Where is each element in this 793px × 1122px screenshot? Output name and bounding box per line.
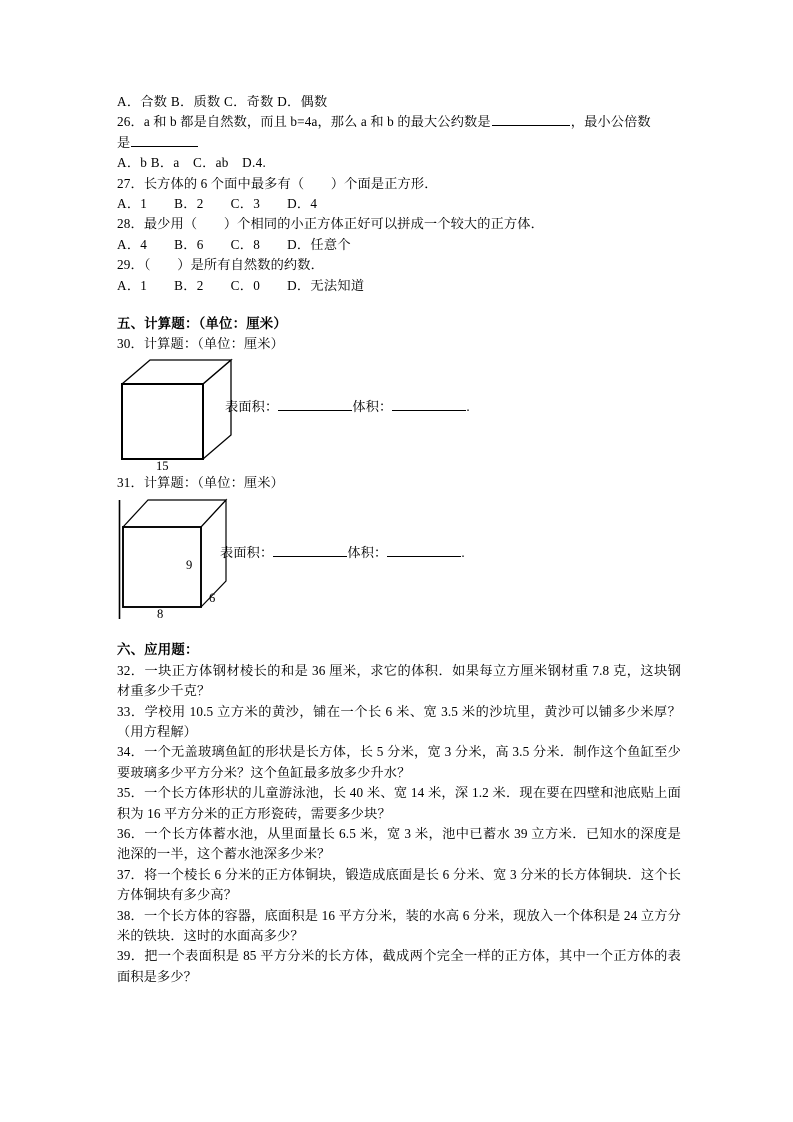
cuboid-bottom-dimension-label: 8: [157, 607, 164, 622]
section-spacer: [117, 296, 681, 314]
section-spacer-2: [117, 629, 681, 640]
question-26: [117, 112, 681, 153]
section-5-heading: 五、计算题：（单位：厘米）: [117, 316, 287, 332]
cube-bottom-dimension-label: 15: [156, 458, 169, 473]
question-31-answer-prompts: [220, 543, 465, 563]
question-33: 33．学校用 10.5 立方米的黄沙，铺在一个长 6 米、宽 3.5 米的沙坑里，黄沙可以铺多少米厚？（用方程解）: [117, 703, 681, 739]
question-30-figure-row: [117, 355, 681, 473]
question-28: 28．最少用（ ）个相同的小正方体正好可以拼成一个较大的正方体．: [117, 216, 544, 232]
question-39: 39．把一个表面积是 85 平方分米的长方体，截成两个完全一样的正方体，其中一个正方体的表面积是多少？: [117, 948, 681, 984]
question-32: 32．一块正方体钢材棱长的和是 36 厘米，求它的体积．如果每立方厘米钢材重 7.8 克，这块钢材重多少千克？: [117, 662, 681, 699]
question-31-period: .: [461, 545, 465, 561]
question-26-options: A．b B．a C．ab D.4.: [117, 155, 267, 171]
question-26-text: 26．a 和 b 都是自然数，而且 b=4a，那么 a 和 b 的最大公约数是: [117, 114, 491, 130]
section-6-heading: 六、应用题：: [117, 642, 199, 658]
question-26-line2-lead: 是: [117, 134, 131, 150]
question-27: 27．长方体的 6 个面中最多有（ ）个面是正方形．: [117, 175, 438, 191]
page-content: [117, 92, 681, 987]
question-38: 38．一个长方体的容器，底面积是 16 平方分米，装的水高 6 分米，现放入一个体积是 24 立方分米的铁块．这时的水面高多少？: [117, 907, 681, 943]
question-30-period: .: [466, 398, 470, 414]
question-30-answer-prompts: [225, 397, 470, 417]
question-27-options: A．1 B．2 C．3 D．4: [117, 196, 318, 212]
question-37: 37．将一个棱长 6 分米的正方体铜块，锻造成底面是长 6 分米、宽 3 分米的长方体铜块．这个长方体铜块有多少高？: [117, 866, 681, 903]
cuboid-depth-dimension-label: 6: [209, 591, 216, 606]
answer-blank-26b[interactable]: [131, 133, 198, 147]
question-26-text-tail: ，最小公倍数: [570, 114, 651, 130]
volume-label: 体积：: [347, 545, 388, 561]
question-31-figure-row: [117, 493, 681, 629]
question-28-options: A．4 B．6 C．8 D．任意个: [117, 236, 351, 252]
cuboid-height-dimension-label: 9: [186, 558, 193, 573]
volume-label: 体积：: [352, 398, 393, 414]
answer-blank-31-surface[interactable]: [273, 544, 347, 557]
answer-blank-30-surface[interactable]: [278, 398, 352, 411]
surface-area-label: 表面积：: [225, 398, 279, 414]
answer-blank-31-volume[interactable]: [387, 544, 461, 557]
answer-blank-30-volume[interactable]: [392, 398, 466, 411]
question-30-title: 30．计算题：（单位：厘米）: [117, 336, 284, 352]
answer-blank-26a[interactable]: [492, 112, 570, 126]
question-29-options: A．1 B．2 C．0 D．无法知道: [117, 277, 365, 293]
question-36: 36．一个长方体蓄水池，从里面量长 6.5 米，宽 3 米，池中已蓄水 39 立方米．已知水的深度是池深的一半，这个蓄水池深多少米？: [117, 825, 681, 862]
cuboid-figure-31: [117, 493, 681, 629]
question-35: 35．一个长方体形状的儿童游泳池，长 40 米、宽 14 米，深 1.2 米．现在要在四壁和池底贴上面积为 16 平方分米的正方形瓷砖，需要多少块？: [117, 785, 681, 821]
question-25-options: A．合数 B．质数 C．奇数 D．偶数: [117, 94, 328, 109]
surface-area-label: 表面积：: [220, 545, 274, 561]
cube-figure-30: [117, 355, 681, 473]
question-31-title: 31．计算题：（单位：厘米）: [117, 474, 284, 490]
question-34: 34．一个无盖玻璃鱼缸的形状是长方体，长 5 分米，宽 3 分米，高 3.5 分米．制作这个鱼缸至少要玻璃多少平方分米？这个鱼缸最多放多少升水？: [117, 744, 681, 780]
question-29: 29．（ ）是所有自然数的约数．: [117, 257, 324, 273]
